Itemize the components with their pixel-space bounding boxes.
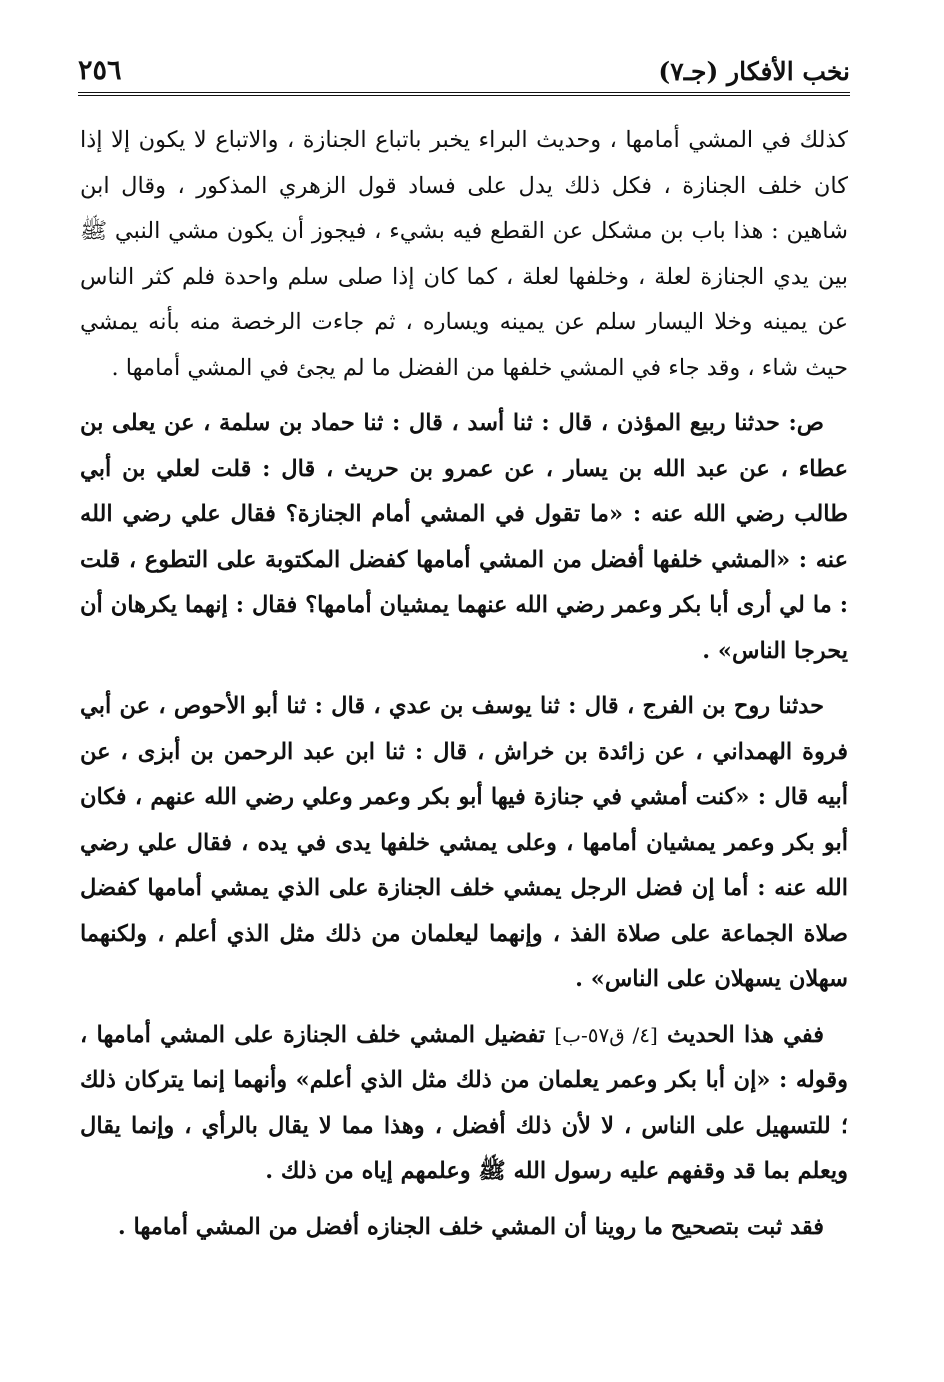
- explanation-paragraph: [80, 1013, 848, 1195]
- page-header: [78, 52, 850, 96]
- page-number: ٢٥٦: [78, 55, 122, 86]
- hadith-text-paragraph: ص: حدثنا ربيع المؤذن ، قال : ثنا أسد ، قال : ثنا حماد بن سلمة ، عن يعلى بن عطاء ، عن عبد الله بن يسار ، عن عمرو بن حريث ، قال : قلت لعلي بن أبي طالب رضي الله عنه : «ما تقول في المشي أمام الجنازة؟ فقال علي رضي الله عنه : «المشي خلفها أفضل من المشي أمامها كفضل المكتوبة على التطوع ، قلت : ما لي أرى أبا بكر وعمر رضي الله عنهما يمشيان أمامها؟ فقال : إنهما يكرهان أن يحرجا الناس» .: [80, 410, 848, 664]
- commentary-paragraph: كذلك في المشي أمامها ، وحديث البراء يخبر باتباع الجنازة ، والاتباع لا يكون إلا إذا كان خلف الجنازة ، فكل ذلك يدل على فساد قول الزهري المذكور ، وقال ابن شاهين : هذا باب بن مشكل عن القطع فيه بشيء ، فيجوز أن يكون مشي النبي ﷺ بين يدي الجنازة لعلة ، وخلفها لعلة ، كما كان إذا صلى سلم واحدة فلم كثر الناس عن يمينه وخلا اليسار سلم عن يمينه ويساره ، ثم جاءت الرخصة منه بأنه يمشي حيث شاء ، وقد جاء في المشي خلفها من الفضل ما لم يجئ في المشي أمامها .: [80, 127, 848, 381]
- conclusion-paragraph: فقد ثبت بتصحيح ما روينا أن المشي خلف الجنازه أفضل من المشي أمامها .: [117, 1213, 824, 1240]
- book-title: نخب الأفكار (جـ٧): [658, 57, 850, 86]
- explanation-text-start: ففي هذا الحديث: [666, 1021, 824, 1048]
- page-body: [80, 118, 848, 1260]
- explanation-text-rest: تفضيل المشي خلف الجنازة على المشي أمامها ، وقوله : «إن أبا بكر وعمر يعلمان من ذلك مثل الذي أعلم» وأنهما إنما يتركان ذلك ؛ للتسهيل على الناس ، لا لأن ذلك أفضل ، وهذا مما لا يقال بالرأي ، وإنما يقال ويعلم بما قد وقفهم عليه رسول الله ﷺ وعلمهم إياه من ذلك .: [80, 1021, 848, 1184]
- hadith-chain-paragraph: حدثنا روح بن الفرج ، قال : ثنا يوسف بن عدي ، قال : ثنا أبو الأحوص ، عن أبي فروة الهمداني ، عن زائدة بن خراش ، قال : ثنا ابن عبد الرحمن بن أبزى ، عن أبيه قال : «كنت أمشي في جنازة فيها أبو بكر وعمر وعلي رضي الله عنهم ، فكان أبو بكر وعمر يمشيان أمامها ، وعلى يمشي خلفها يدى في يده ، فقال علي رضي الله عنه : أما إن فضل الرجل يمشي خلف الجنازة على الذي يمشي أمامها كفضل صلاة الجماعة على صلاة الفذ ، وإنهما ليعلمان من ذلك مثل الذي أعلم ، ولكنهما سهلان يسهلان على الناس» .: [80, 693, 848, 992]
- manuscript-reference: [٤/ ق٥٧-ب]: [554, 1022, 658, 1047]
